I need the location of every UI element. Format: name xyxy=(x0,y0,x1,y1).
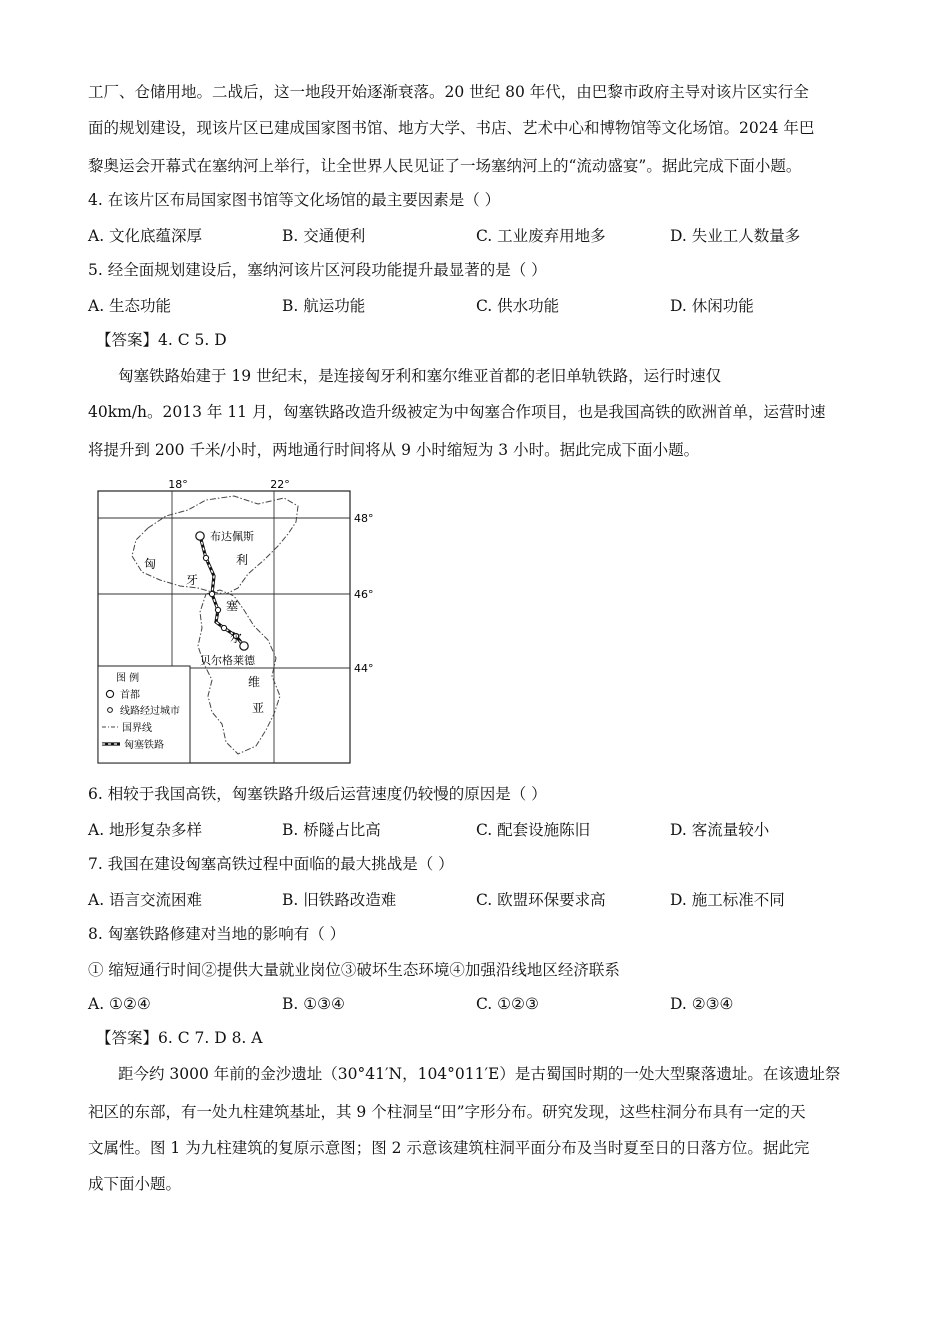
lat-label-44: 44° xyxy=(354,662,374,675)
question-8-stem: 8. 匈塞铁路修建对当地的影响有（ ） xyxy=(88,925,346,943)
legend-title: 图 例 xyxy=(116,673,140,684)
legend-capital: 首都 xyxy=(120,690,140,701)
question-4-options xyxy=(88,224,868,248)
passage3-line3: 文属性。图 1 为九柱建筑的复原示意图；图 2 示意该建筑柱洞平面分布及当时夏至日的日落方位。据此完 xyxy=(88,1139,810,1157)
legend-capital-icon xyxy=(106,690,113,697)
option-a: A. 文化底蕴深厚 xyxy=(88,227,203,245)
passage3-line4: 成下面小题。 xyxy=(88,1175,182,1193)
option-d: D. 失业工人数量多 xyxy=(670,227,801,245)
option-a: A. 地形复杂多样 xyxy=(88,821,203,839)
city-marker xyxy=(215,607,220,612)
question-8-items: ① 缩短通行时间②提供大量就业岗位③破坏生态环境④加强沿线地区经济联系 xyxy=(88,961,620,979)
option-c: C. 欧盟环保要求高 xyxy=(476,891,606,909)
answer-6-8: 【答案】6. C 7. D 8. A xyxy=(96,1029,263,1047)
option-a: A. ①②④ xyxy=(88,995,151,1013)
legend-city-icon xyxy=(108,708,113,713)
option-d: D. ②③④ xyxy=(670,995,734,1013)
option-c: C. 工业废弃用地多 xyxy=(476,227,606,245)
legend-border: 国界线 xyxy=(122,723,152,734)
question-4-stem: 4. 在该片区布局国家图书馆等文化场馆的最主要因素是（ ） xyxy=(88,191,501,209)
passage1-line1: 工厂、仓储用地。二战后，这一地段开始逐渐衰落。20 世纪 80 年代，由巴黎市政府主导对该片区实行全 xyxy=(88,83,809,101)
option-c: C. ①②③ xyxy=(476,995,539,1013)
option-d: D. 施工标准不同 xyxy=(670,891,785,909)
passage1-line3: 黎奥运会开幕式在塞纳河上举行，让全世界人民见证了一场塞纳河上的“流动盛宴”。据此完成下面小题。 xyxy=(88,157,802,175)
legend-railway: 匈塞铁路 xyxy=(124,740,164,751)
label-hungary-2: 牙 xyxy=(186,573,199,587)
option-b: B. 桥隧占比高 xyxy=(282,821,381,839)
lon-label-18: 18° xyxy=(168,478,188,491)
option-a: A. 语言交流困难 xyxy=(88,891,203,909)
option-d: D. 休闲功能 xyxy=(670,297,754,315)
label-serbia-2: 尔 xyxy=(230,631,243,645)
option-b: B. 旧铁路改造难 xyxy=(282,891,397,909)
passage3-line1: 距今约 3000 年前的金沙遗址（30°41′N，104°011′E）是古蜀国时期的一处大型聚落遗址。在该遗址祭 xyxy=(118,1065,841,1083)
passage2-line2: 40km/h。2013 年 11 月，匈塞铁路改造升级被定为中匈塞合作项目，也是我国高铁的欧洲首单，运营时速 xyxy=(88,403,826,421)
city-marker xyxy=(209,591,214,596)
answer-4-5: 【答案】4. C 5. D xyxy=(96,331,227,349)
question-7-options xyxy=(88,888,868,912)
passage1-line2: 面的规划建设，现该片区已建成国家图书馆、地方大学、书店、艺术中心和博物馆等文化场馆。2024 年巴 xyxy=(88,119,815,137)
hungary-serbia-railway-map xyxy=(88,476,374,766)
option-b: B. 交通便利 xyxy=(282,227,366,245)
label-budapest: 布达佩斯 xyxy=(210,530,254,543)
legend-city: 线路经过城市 xyxy=(120,706,180,717)
capital-budapest-marker xyxy=(196,532,204,540)
passage2-line3: 将提升到 200 千米/小时，两地通行时间将从 9 小时缩短为 3 小时。据此完成下面小题。 xyxy=(88,441,700,459)
label-serbia-1: 塞 xyxy=(226,599,239,613)
label-hungary-1: 匈 xyxy=(144,557,157,571)
label-serbia-4: 亚 xyxy=(252,701,265,715)
lon-label-22: 22° xyxy=(270,478,290,491)
option-a: A. 生态功能 xyxy=(88,297,172,315)
option-c: C. 配套设施陈旧 xyxy=(476,821,591,839)
option-d: D. 客流量较小 xyxy=(670,821,770,839)
lat-label-48: 48° xyxy=(354,512,374,525)
city-marker xyxy=(203,555,208,560)
serbia-border xyxy=(198,590,280,754)
question-6-stem: 6. 相较于我国高铁，匈塞铁路升级后运营速度仍较慢的原因是（ ） xyxy=(88,785,547,803)
question-8-options xyxy=(88,992,868,1016)
option-b: B. ①③④ xyxy=(282,995,345,1013)
option-c: C. 供水功能 xyxy=(476,297,560,315)
label-hungary-3: 利 xyxy=(236,553,249,567)
lat-label-46: 46° xyxy=(354,588,374,601)
passage3-line2: 祀区的东部，有一处九柱建筑基址，其 9 个柱洞呈“田”字形分布。研究发现，这些柱洞分布具有一定的天 xyxy=(88,1103,806,1121)
city-marker xyxy=(221,625,226,630)
label-serbia-3: 维 xyxy=(248,675,261,689)
label-belgrade: 贝尔格莱德 xyxy=(200,654,255,667)
question-5-options xyxy=(88,294,868,318)
question-5-stem: 5. 经全面规划建设后，塞纳河该片区河段功能提升最显著的是（ ） xyxy=(88,261,547,279)
question-6-options xyxy=(88,818,868,842)
question-7-stem: 7. 我国在建设匈塞高铁过程中面临的最大挑战是（ ） xyxy=(88,855,454,873)
option-b: B. 航运功能 xyxy=(282,297,366,315)
passage2-line1: 匈塞铁路始建于 19 世纪末，是连接匈牙利和塞尔维亚首都的老旧单轨铁路，运行时速仅 xyxy=(118,367,722,385)
